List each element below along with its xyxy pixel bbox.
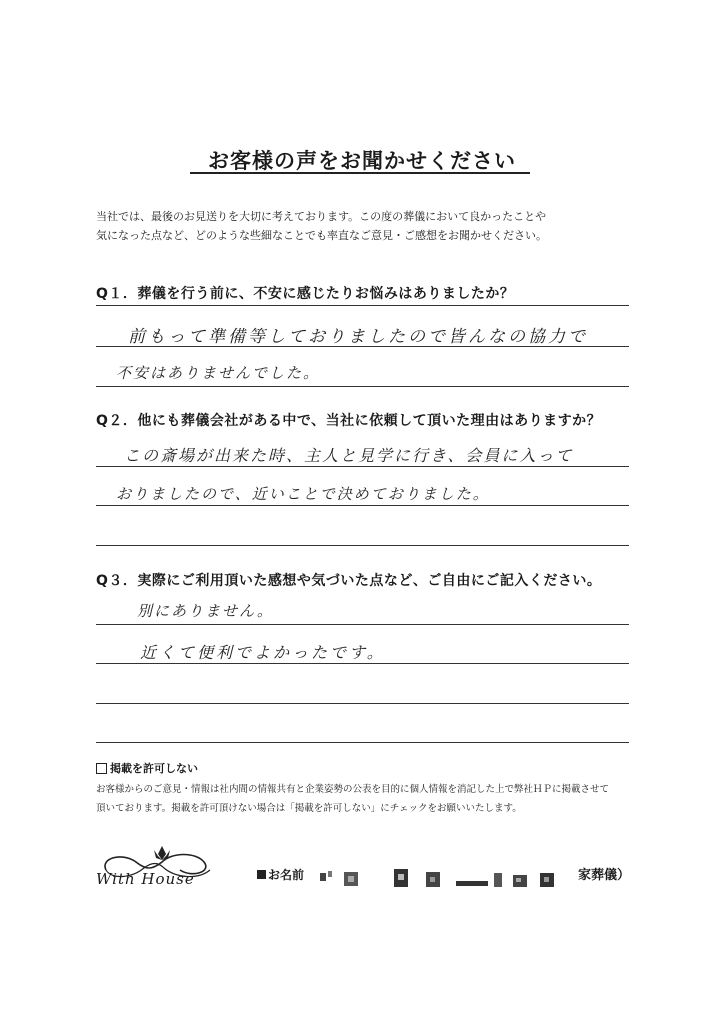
answer-line — [96, 346, 629, 347]
question-3: Q３．実際にご利用頂いた感想や気づいた点など、ご自由にご記入ください。 — [96, 573, 602, 589]
logo-text: With House — [96, 870, 195, 888]
square-bullet-icon — [257, 870, 266, 879]
handwritten-answer-3-1: 別にありません。 — [137, 602, 274, 620]
consent-notice — [96, 780, 656, 818]
intro-text — [96, 207, 656, 245]
family-funeral-label: 家葬儀） — [578, 868, 631, 883]
answer-line — [96, 505, 629, 506]
consent-checkbox-label: 掲載を許可しない — [110, 762, 198, 775]
answer-line — [96, 386, 629, 387]
question-1: Q１．葬儀を行う前に、不安に感じたりお悩みはありましたか？ — [96, 286, 515, 302]
redacted-name — [318, 869, 573, 889]
handwritten-answer-2-1: この斎場が出来た時、主人と見学に行き、会員に入って — [124, 446, 574, 465]
notice-line-2: 頂いております。掲載を許可頂けない場合は「掲載を許可しない」にチェックをお願いいたします。 — [96, 803, 522, 814]
intro-line-1: 当社では、最後のお見送りを大切に考えております。この度の葬儀において良かったことや — [96, 210, 547, 223]
title-underline — [190, 172, 530, 174]
intro-line-2: 気になった点など、どのような些細なことでも率直なご意見・ご感想をお聞かせください。 — [96, 229, 547, 242]
answer-line — [96, 703, 629, 704]
notice-line-1: お客様からのご意見・情報は社内間の情報共有と企業姿勢の公表を目的に個人情報を消記した上で弊社ＨＰに掲載させて — [96, 784, 610, 795]
question-2: Q２．他にも葬儀会社がある中で、当社に依頼して頂いた理由はありますか？ — [96, 413, 602, 429]
name-label-text: お名前 — [268, 868, 305, 882]
answer-line — [96, 663, 629, 664]
answer-line — [96, 305, 629, 306]
answer-line — [96, 624, 629, 625]
consent-checkbox[interactable] — [96, 763, 107, 774]
handwritten-answer-2-2: おりましたので、近いことで決めておりました。 — [116, 485, 490, 503]
name-label — [257, 866, 304, 883]
handwritten-answer-3-2: 近くて便利でよかったです。 — [140, 643, 386, 662]
handwritten-answer-1-1: 前もって準備等しておりましたので皆んなの協力で — [128, 327, 588, 347]
answer-line — [96, 742, 629, 743]
answer-line — [96, 466, 629, 467]
handwritten-answer-1-2: 不安はありませんでした。 — [116, 364, 321, 382]
page-title: お客様の声をお聞かせください — [208, 149, 516, 173]
answer-line — [96, 545, 629, 546]
consent-checkbox-row[interactable] — [96, 760, 198, 776]
